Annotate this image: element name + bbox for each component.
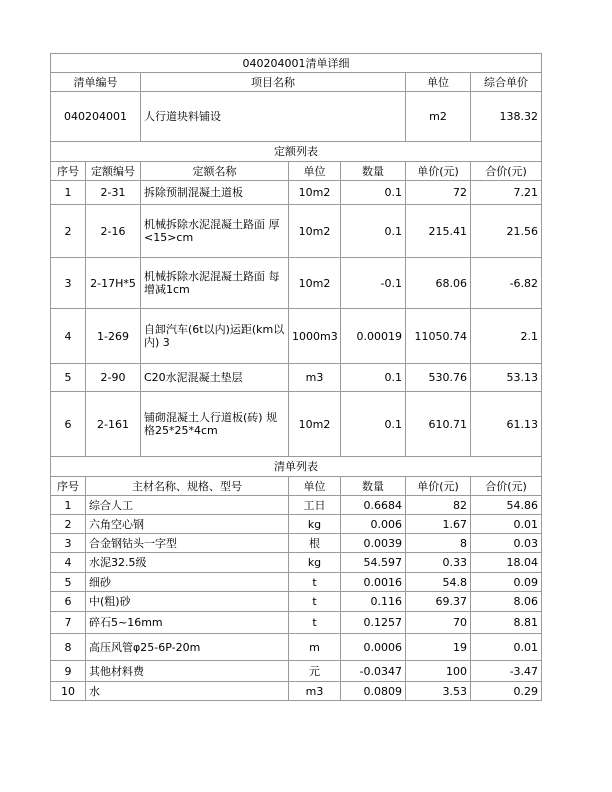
material-name-header: 主材名称、规格、型号	[86, 477, 289, 496]
material-row	[51, 682, 542, 701]
quota-row	[51, 258, 542, 309]
material-qty: 0.116	[341, 592, 406, 612]
quota-unit: 10m2	[289, 181, 341, 205]
quota-no: 3	[51, 258, 86, 309]
quota-total: -6.82	[471, 258, 542, 309]
quota-unit-header: 单位	[289, 162, 341, 181]
quota-code: 1-269	[86, 309, 141, 364]
quota-qty: 0.00019	[341, 309, 406, 364]
material-unit: kg	[289, 515, 341, 534]
material-qty: 0.6684	[341, 496, 406, 515]
material-unit: kg	[289, 553, 341, 573]
material-name: 碎石5~16mm	[86, 612, 289, 634]
material-unit: m	[289, 634, 341, 661]
material-row	[51, 612, 542, 634]
material-row	[51, 661, 542, 682]
quota-row	[51, 364, 542, 392]
bill-unit: m2	[406, 92, 471, 142]
bill-code: 040204001	[51, 92, 141, 142]
quota-name-header: 定额名称	[141, 162, 289, 181]
material-no: 9	[51, 661, 86, 682]
bill-name: 人行道块料铺设	[141, 92, 406, 142]
quota-price-header: 单价(元)	[406, 162, 471, 181]
bill-unit-header: 单位	[406, 73, 471, 92]
material-row	[51, 553, 542, 573]
material-name: 高压风管φ25-6P-20m	[86, 634, 289, 661]
bill-price: 138.32	[471, 92, 542, 142]
material-price: 69.37	[406, 592, 471, 612]
quota-price: 72	[406, 181, 471, 205]
quota-qty: -0.1	[341, 258, 406, 309]
material-price: 8	[406, 534, 471, 553]
quota-row	[51, 205, 542, 258]
material-unit: 元	[289, 661, 341, 682]
material-qty: 0.0016	[341, 573, 406, 592]
material-unit: 根	[289, 534, 341, 553]
quota-total: 21.56	[471, 205, 542, 258]
material-no: 10	[51, 682, 86, 701]
material-no: 8	[51, 634, 86, 661]
title-row	[51, 54, 542, 73]
quota-name: 铺砌混凝土人行道板(砖) 规格25*25*4cm	[141, 392, 289, 457]
material-qty: 0.0039	[341, 534, 406, 553]
quota-price: 530.76	[406, 364, 471, 392]
quota-section-row	[51, 142, 542, 162]
quota-total-header: 合价(元)	[471, 162, 542, 181]
material-price: 70	[406, 612, 471, 634]
material-total: 0.29	[471, 682, 542, 701]
quota-section-title: 定额列表	[51, 142, 542, 162]
material-section-title: 清单列表	[51, 457, 542, 477]
material-price: 0.33	[406, 553, 471, 573]
quota-unit: 1000m3	[289, 309, 341, 364]
quota-total: 7.21	[471, 181, 542, 205]
quota-unit: m3	[289, 364, 341, 392]
bill-price-header: 综合单价	[471, 73, 542, 92]
quota-total: 2.1	[471, 309, 542, 364]
quota-no-header: 序号	[51, 162, 86, 181]
quota-row	[51, 181, 542, 205]
bill-row	[51, 92, 542, 142]
quota-price: 68.06	[406, 258, 471, 309]
bill-code-header: 清单编号	[51, 73, 141, 92]
quota-price: 215.41	[406, 205, 471, 258]
material-total: 54.86	[471, 496, 542, 515]
material-qty: 54.597	[341, 553, 406, 573]
quota-code: 2-161	[86, 392, 141, 457]
quota-row	[51, 309, 542, 364]
quota-name: 机械拆除水泥混凝土路面 每增减1cm	[141, 258, 289, 309]
quota-qty: 0.1	[341, 364, 406, 392]
material-name: 六角空心钢	[86, 515, 289, 534]
material-total: 8.81	[471, 612, 542, 634]
material-total: -3.47	[471, 661, 542, 682]
quota-qty: 0.1	[341, 392, 406, 457]
material-no: 5	[51, 573, 86, 592]
bill-header-row	[51, 73, 542, 92]
quota-code: 2-17H*5	[86, 258, 141, 309]
material-unit-header: 单位	[289, 477, 341, 496]
material-qty: 0.1257	[341, 612, 406, 634]
material-name: 其他材料费	[86, 661, 289, 682]
material-price: 100	[406, 661, 471, 682]
material-no: 1	[51, 496, 86, 515]
quota-qty: 0.1	[341, 181, 406, 205]
material-row	[51, 592, 542, 612]
material-qty: 0.0809	[341, 682, 406, 701]
quota-name: 拆除预制混凝土道板	[141, 181, 289, 205]
material-price-header: 单价(元)	[406, 477, 471, 496]
quota-no: 5	[51, 364, 86, 392]
quota-total: 53.13	[471, 364, 542, 392]
quota-price: 610.71	[406, 392, 471, 457]
bill-name-header: 项目名称	[141, 73, 406, 92]
quota-total: 61.13	[471, 392, 542, 457]
material-price: 3.53	[406, 682, 471, 701]
material-qty: 0.0006	[341, 634, 406, 661]
bill-detail-table	[50, 53, 542, 701]
material-no: 2	[51, 515, 86, 534]
material-qty-header: 数量	[341, 477, 406, 496]
quota-code: 2-90	[86, 364, 141, 392]
material-unit: t	[289, 573, 341, 592]
material-name: 水	[86, 682, 289, 701]
quota-price: 11050.74	[406, 309, 471, 364]
quota-name: 自卸汽车(6t以内)运距(km以内) 3	[141, 309, 289, 364]
material-unit: 工日	[289, 496, 341, 515]
material-price: 1.67	[406, 515, 471, 534]
material-no: 7	[51, 612, 86, 634]
material-price: 82	[406, 496, 471, 515]
quota-unit: 10m2	[289, 205, 341, 258]
material-unit: m3	[289, 682, 341, 701]
quota-name: 机械拆除水泥混凝土路面 厚<15>cm	[141, 205, 289, 258]
material-row	[51, 634, 542, 661]
material-no: 3	[51, 534, 86, 553]
quota-row	[51, 392, 542, 457]
quota-qty-header: 数量	[341, 162, 406, 181]
quota-name: C20水泥混凝土垫层	[141, 364, 289, 392]
material-price: 19	[406, 634, 471, 661]
material-name: 细砂	[86, 573, 289, 592]
quota-no: 4	[51, 309, 86, 364]
material-name: 综合人工	[86, 496, 289, 515]
material-name: 合金钢钻头一字型	[86, 534, 289, 553]
material-row	[51, 496, 542, 515]
material-name: 水泥32.5级	[86, 553, 289, 573]
material-total-header: 合价(元)	[471, 477, 542, 496]
material-header-row	[51, 477, 542, 496]
material-no: 4	[51, 553, 86, 573]
material-row	[51, 573, 542, 592]
material-name: 中(粗)砂	[86, 592, 289, 612]
quota-code: 2-16	[86, 205, 141, 258]
material-no: 6	[51, 592, 86, 612]
quota-unit: 10m2	[289, 258, 341, 309]
material-section-row	[51, 457, 542, 477]
material-unit: t	[289, 612, 341, 634]
quota-header-row	[51, 162, 542, 181]
material-total: 0.03	[471, 534, 542, 553]
quota-unit: 10m2	[289, 392, 341, 457]
material-row	[51, 534, 542, 553]
page-title: 040204001清单详细	[51, 54, 542, 73]
material-total: 18.04	[471, 553, 542, 573]
quota-code-header: 定额编号	[86, 162, 141, 181]
material-total: 0.01	[471, 515, 542, 534]
quota-no: 2	[51, 205, 86, 258]
material-total: 0.01	[471, 634, 542, 661]
material-qty: 0.006	[341, 515, 406, 534]
material-qty: -0.0347	[341, 661, 406, 682]
material-total: 0.09	[471, 573, 542, 592]
material-unit: t	[289, 592, 341, 612]
material-no-header: 序号	[51, 477, 86, 496]
quota-code: 2-31	[86, 181, 141, 205]
material-price: 54.8	[406, 573, 471, 592]
quota-no: 6	[51, 392, 86, 457]
quota-no: 1	[51, 181, 86, 205]
material-row	[51, 515, 542, 534]
quota-qty: 0.1	[341, 205, 406, 258]
material-total: 8.06	[471, 592, 542, 612]
